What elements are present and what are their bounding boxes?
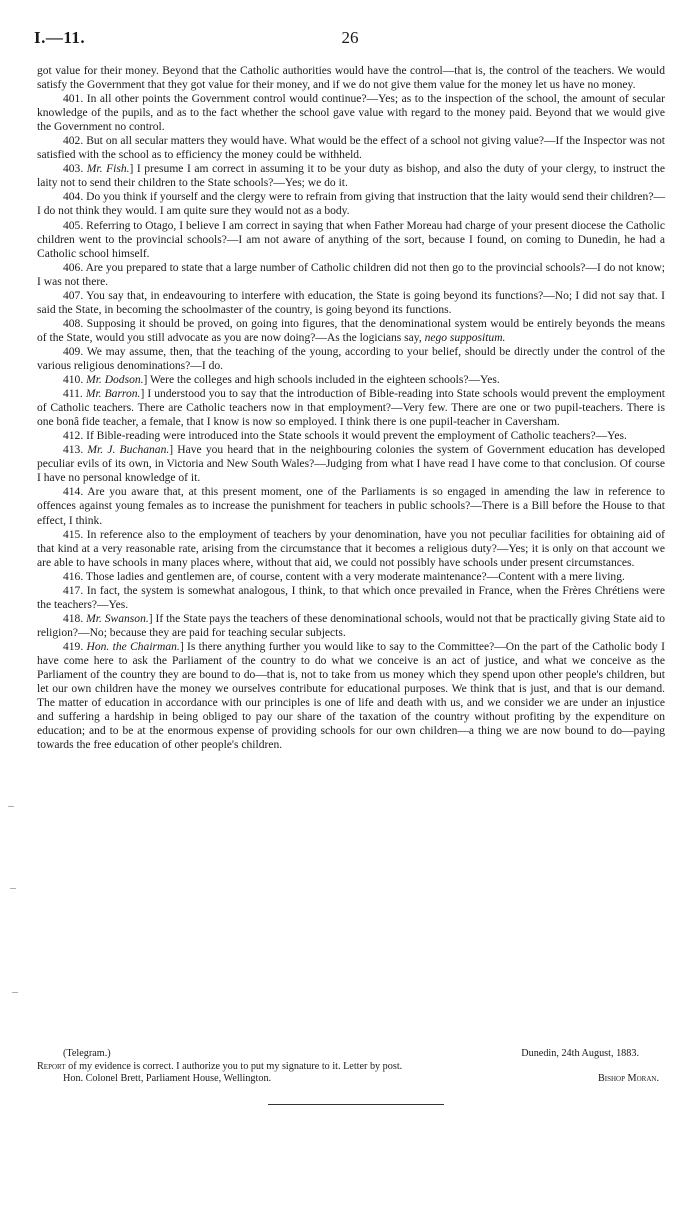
telegram-signature: Bishop Moran.	[597, 1073, 659, 1085]
evidence-paragraph	[37, 485, 665, 527]
paragraph-text: ] Have you heard that in the neighbouring colonies the system of Government education has developed peculiar evils of its own, in Victoria and New South Wales?—Judging from what I have read I have come to that conclusion. Of course I have no personal knowledge of it.	[37, 444, 665, 485]
evidence-paragraph	[37, 528, 665, 570]
report-word: Report	[37, 1060, 66, 1072]
paragraph-text: 406. Are you prepared to state that a large number of Catholic children did not then go to the provincial schools?—I do not know; I was not there.	[37, 261, 665, 288]
speaker-name: Mr. Barron.	[85, 388, 141, 401]
paragraph-text: 401. In all other points the Government control would continue?—Yes; as to the inspection of the school, the amount of secular knowledge of the pupils, and as to the fact whether the school gave value with regard to the money paid. Beyond that we would give the Government no control.	[37, 93, 665, 134]
evidence-paragraph	[37, 429, 665, 443]
evidence-paragraph	[37, 190, 665, 218]
question-number: 410.	[63, 374, 87, 387]
telegram-header-row	[37, 1048, 665, 1061]
paragraph-text: 405. Referring to Otago, I believe I am correct in saying that when Father Moreau had charge of your present diocese the Catholic children went to the provincial schools?—I am not aware of anything of the sort, because I found, on coming to Dunedin, he had a Catholic school himself.	[37, 219, 665, 260]
telegram-addressee-row	[37, 1073, 665, 1086]
evidence-paragraph	[37, 640, 665, 752]
paragraph-text: ] Were the colleges and high schools included in the eighteen schools?—Yes.	[143, 374, 500, 387]
paragraph-text: 404. Do you think if yourself and the clergy were to refrain from giving that instruction that the laity would send their children?—I do not think they would. I am quite sure they would not as a body.	[37, 191, 665, 218]
latin-phrase: nego suppositum.	[424, 331, 506, 344]
evidence-paragraph	[37, 373, 665, 387]
speaker-name: Mr. Dodson.	[86, 374, 144, 387]
paragraph-text: 407. You say that, in endeavouring to interfere with education, the State is going beyond its functions?—No; I did not say that. I said the State, in becoming the schoolmaster of the country, is going beyond its functions.	[37, 289, 665, 316]
paragraph-text: 417. In fact, the system is somewhat analogous, I think, to that which once prevailed in France, when the Frères Chrétiens were the teachers?—Yes.	[37, 584, 665, 611]
evidence-paragraph	[37, 443, 665, 485]
speaker-name: Hon. the Chairman.	[86, 640, 180, 653]
paragraph-text: ] Is there anything further you would like to say to the Committee?—On the part of the Catholic body I have come here to ask the Parliament of the country to do what we conceive is an act of justice, and what we conceive as the Parliament of the country they are bound to do—that is, not to take from us money which they spend upon other people's children, but let our own children have the money we ourselves contribute for educational purposes. We think that is just, and that is our demand. The matter of education in accordance with our principles is one of life and death with us, and we consider we are under an injustice and suffering a hardship in being obliged to pay our share of the taxation of the country without profiting by the expenditure on education; and to be at the enormous expense of providing schools for our own children—a thing we are now bound to do—paying towards the free education of other people's children.	[37, 640, 666, 752]
evidence-paragraph	[37, 387, 665, 429]
page-number: 26	[341, 28, 359, 47]
question-number: 418.	[63, 612, 87, 625]
paragraph-text: ] I presume I am correct in assuming it to be your duty as bishop, and also the duty of your clergy, to instruct the laity not to send their children to the State schools?—Yes; we do it.	[37, 163, 665, 190]
margin-mark: –	[8, 798, 14, 812]
margin-mark: –	[12, 984, 18, 998]
evidence-paragraph	[37, 134, 665, 162]
evidence-text	[37, 64, 665, 752]
paragraph-text: 412. If Bible-reading were introduced into the State schools it would prevent the employment of Catholic teachers?—Yes.	[63, 430, 627, 443]
document-reference: I.—11.	[34, 28, 86, 47]
evidence-paragraph	[37, 289, 665, 317]
paragraph-text: 416. Those ladies and gentlemen are, of course, content with a very moderate maintenance?—Content with a mere living.	[63, 570, 625, 583]
speaker-name: Mr. Swanson.	[86, 612, 149, 625]
evidence-paragraph	[37, 92, 665, 134]
telegram-report-line	[37, 1061, 402, 1074]
evidence-paragraph	[37, 162, 665, 190]
speaker-name: Mr. Fish.	[86, 163, 130, 176]
paragraph-text: ] If the State pays the teachers of these denominational schools, would not that be practically giving State aid to religion?—No; because they are paid for teaching secular subjects.	[37, 612, 666, 639]
evidence-paragraph	[37, 64, 665, 92]
evidence-paragraph	[37, 570, 665, 584]
telegram-place-date: Dunedin, 24th August, 1883.	[521, 1048, 639, 1059]
page-header	[34, 28, 666, 50]
paragraph-text: 409. We may assume, then, that the teaching of the young, according to your belief, should be directly under the control of the various religious denominations?—I do.	[37, 345, 665, 372]
telegram-block	[37, 1048, 665, 1086]
telegram-report-row	[37, 1061, 665, 1074]
evidence-paragraph	[37, 219, 665, 261]
evidence-paragraph	[37, 261, 665, 289]
paragraph-text: ] I understood you to say that the introduction of Bible-reading into State schools would prevent the employment of Catholic teachers. There are Catholic teachers now in that employment?—Very few. There are one or two pupil-teachers. There is one bonâ fide teacher, a female, that I know is now so employed. I think there is one pupil-teacher in Caversham.	[37, 388, 665, 429]
evidence-paragraph	[37, 317, 665, 345]
paragraph-text: 402. But on all secular matters they would have. What would be the effect of a school not giving value?—If the Inspector was not satisfied with the school as to efficiency the money could be withheld.	[37, 135, 665, 162]
telegram-addressee: Hon. Colonel Brett, Parliament House, Wellington.	[63, 1073, 272, 1085]
evidence-paragraph	[37, 584, 665, 612]
evidence-paragraph	[37, 612, 665, 640]
paragraph-text: 415. In reference also to the employment of teachers by your denomination, have you not peculiar facilities for obtaining aid of that kind at a very reasonable rate, arising from the circumstance that it becomes a religious duty?—Yes; it is only on that account we are able to have schools in many places where, without that aid, we could not possibly have schools under present circumstances.	[37, 528, 665, 569]
margin-mark: –	[10, 880, 16, 894]
paragraph-text: got value for their money. Beyond that the Catholic authorities would have the control—that is, the control of the teachers. We would satisfy the Government that they got value for their money, and if we do not give them value for the money let us have no money.	[37, 65, 665, 92]
report-text: of my evidence is correct. I authorize you to put my signature to it. Letter by post.	[65, 1060, 403, 1072]
paragraph-text: 414. Are you aware that, at this present moment, one of the Parliaments is so engaged in amending the law in reference to offences against young females as to increase the punishment for teachers in public schools?—There is a Bill before the House to that effect, I think.	[37, 486, 665, 527]
question-number: 413.	[63, 444, 88, 457]
closing-rule	[268, 1104, 444, 1105]
evidence-paragraph	[37, 345, 665, 373]
question-number: 403.	[63, 163, 87, 176]
speaker-name: Mr. J. Buchanan.	[87, 444, 170, 457]
question-number: 411.	[63, 388, 86, 401]
question-number: 419.	[63, 640, 87, 653]
telegram-label: (Telegram.)	[63, 1048, 111, 1059]
paragraph-text: 408. Supposing it should be proved, on going into figures, that the denominational system would be entirely beyonds the means of the State, would you still advocate as you are now doing?—As the logicians say,	[37, 317, 665, 344]
